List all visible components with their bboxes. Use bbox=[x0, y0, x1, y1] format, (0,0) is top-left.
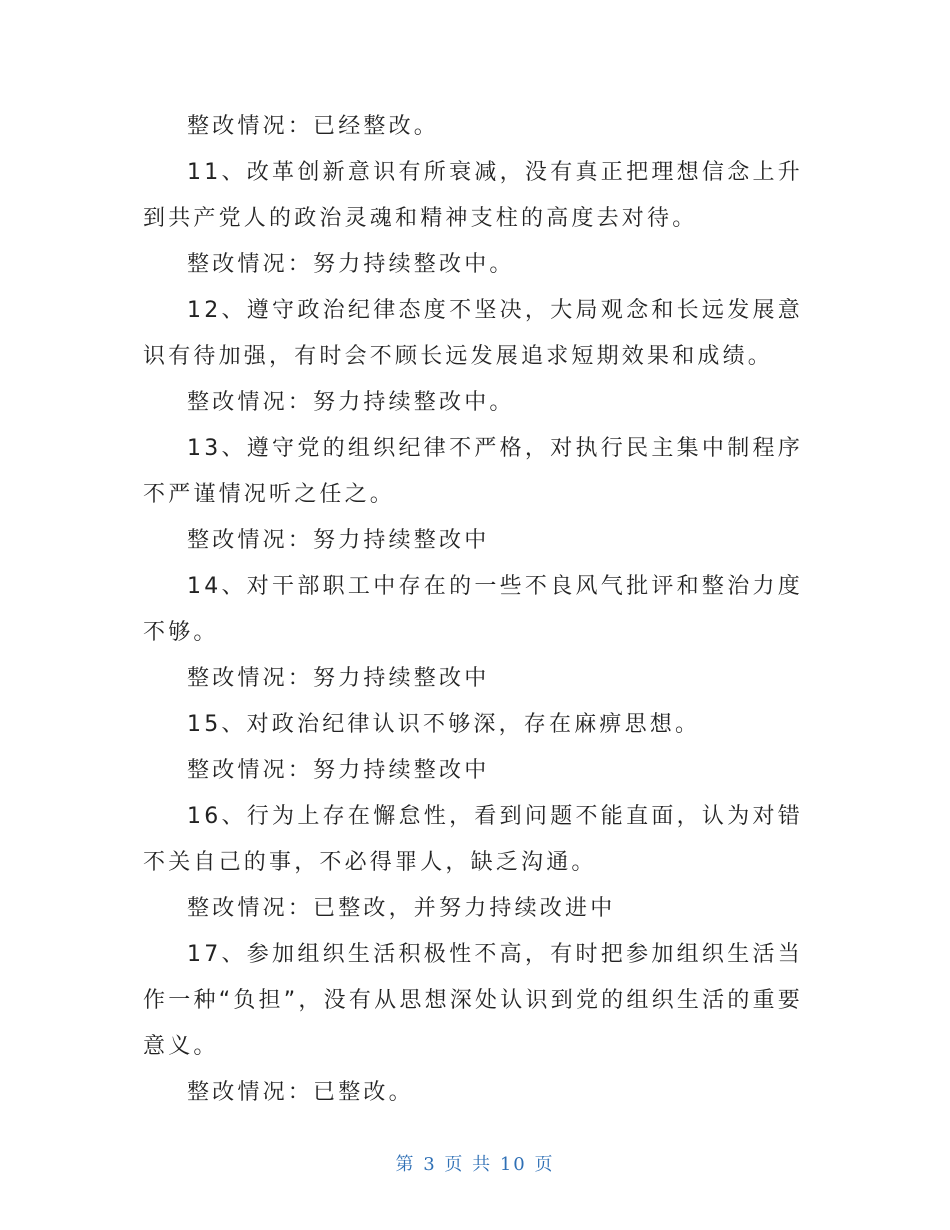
paragraph-item-15: 15、对政治纪律认识不够深，存在麻痹思想。 bbox=[187, 712, 701, 737]
paragraph-status-14: 整改情况：努力持续整改中 bbox=[187, 666, 490, 691]
page-footer bbox=[0, 1150, 950, 1176]
page-number-label: 第 3 页 共 10 页 bbox=[395, 1154, 555, 1175]
paragraph-item-12: 12、遵守政治纪律态度不坚决，大局观念和长远发展意识有待加强，有时会不顾长远发展追求短期效果和成绩。 bbox=[143, 298, 803, 369]
paragraph-status-16: 整改情况：已整改，并努力持续改进中 bbox=[187, 896, 616, 921]
paragraph-status-17: 整改情况：已整改。 bbox=[187, 1080, 414, 1105]
paragraph-status-13: 整改情况：努力持续整改中 bbox=[187, 528, 490, 553]
paragraph-status-11: 整改情况：努力持续整改中。 bbox=[187, 252, 515, 277]
document-body bbox=[143, 104, 803, 1116]
paragraph-status-12: 整改情况：努力持续整改中。 bbox=[187, 390, 515, 415]
paragraph-item-13: 13、遵守党的组织纪律不严格，对执行民主集中制程序不严谨情况听之任之。 bbox=[143, 436, 803, 507]
paragraph-item-16: 16、行为上存在懈怠性，看到问题不能直面，认为对错不关自己的事，不必得罪人，缺乏沟通。 bbox=[143, 804, 803, 875]
paragraph-item-17: 17、参加组织生活积极性不高，有时把参加组织生活当作一种“负担”，没有从思想深处认识到党的组织生活的重要意义。 bbox=[143, 942, 803, 1059]
paragraph-status-10: 整改情况：已经整改。 bbox=[187, 114, 440, 139]
paragraph-item-11: 11、改革创新意识有所衰减，没有真正把理想信念上升到共产党人的政治灵魂和精神支柱的高度去对待。 bbox=[143, 160, 803, 231]
paragraph-status-15: 整改情况：努力持续整改中 bbox=[187, 758, 490, 783]
paragraph-item-14: 14、对干部职工中存在的一些不良风气批评和整治力度不够。 bbox=[143, 574, 803, 645]
